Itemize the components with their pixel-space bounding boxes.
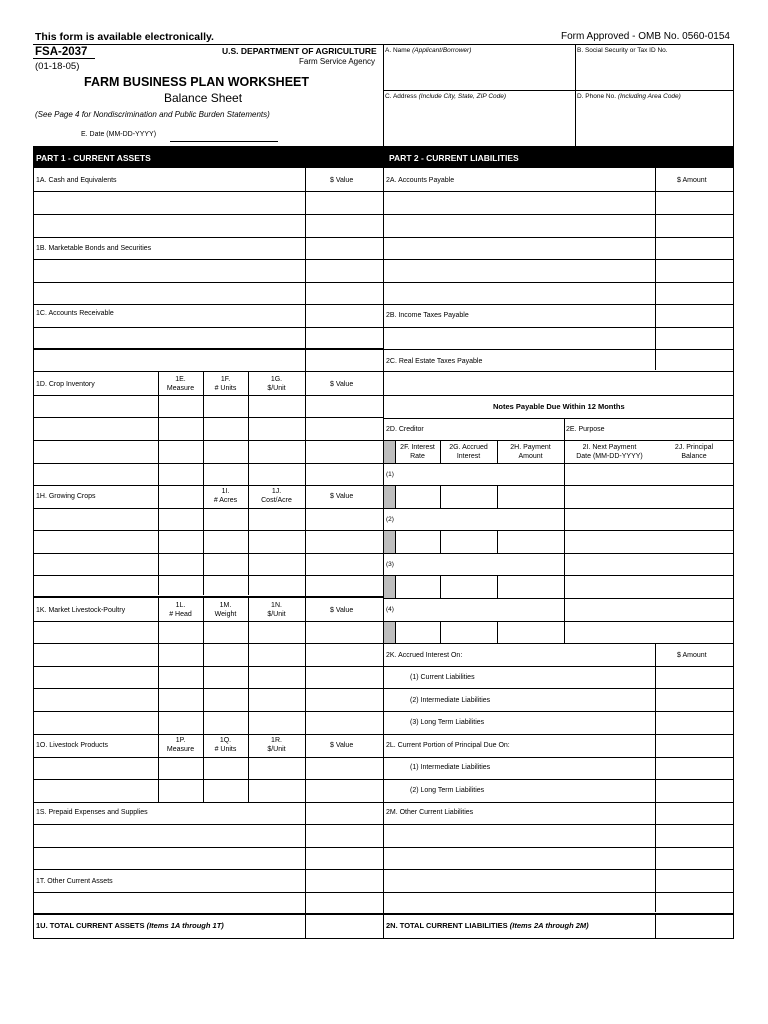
ssn-field[interactable]: [577, 56, 731, 88]
products-label: 1O. Livestock Products: [36, 742, 108, 749]
electronic-notice: This form is available electronically.: [35, 31, 214, 43]
purpose-label: 2E. Purpose: [566, 426, 605, 433]
payment-amount-header: 2H. Payment Amount: [510, 444, 551, 460]
growing-crops-label: 1H. Growing Crops: [36, 493, 96, 500]
cost-1j: 1J. Cost/Acre: [261, 488, 292, 504]
agency-name: U.S. DEPARTMENT OF AGRICULTURE: [222, 46, 377, 56]
livestock-label: 1K. Market Livestock-Poultry: [36, 607, 126, 614]
next-payment-header: 2I. Next Payment Date (MM-DD-YYYY): [576, 444, 643, 460]
accrued-amount-header: $ Amount: [677, 652, 707, 659]
address-field[interactable]: [385, 102, 573, 144]
form-subtitle: Balance Sheet: [164, 91, 243, 105]
principal-balance-header: 2J. Principal Balance: [674, 444, 714, 460]
crop-value-header: $ Value: [330, 381, 354, 388]
amount-col-header: $ Amount: [677, 177, 707, 184]
units-1f: 1F. # Units: [214, 376, 237, 392]
unit-price-1n: 1N. $/Unit: [267, 602, 286, 618]
form-title: FARM BUSINESS PLAN WORKSHEET: [84, 75, 310, 89]
real-estate-tax-label: 2C. Real Estate Taxes Payable: [386, 358, 483, 365]
shaded-cell: [384, 486, 395, 508]
part1-header: PART 1 - CURRENT ASSETS: [36, 153, 151, 163]
date-label: E. Date (MM-DD-YYYY): [81, 131, 157, 138]
total-liabilities-label: 2N. TOTAL CURRENT LIABILITIES (Items 2A through 2M): [386, 921, 589, 930]
income-tax-label: 2B. Income Taxes Payable: [386, 312, 469, 319]
part2-header: PART 2 - CURRENT LIABILITIES: [389, 153, 519, 163]
note-row-3: (3): [386, 561, 394, 568]
value-col-header: $ Value: [330, 177, 354, 184]
current-liabilities-label: (1) Current Liabilities: [410, 674, 475, 681]
form-revision-date: (01-18-05): [35, 61, 80, 72]
note-row-1: (1): [386, 471, 394, 478]
bonds-label: 1B. Marketable Bonds and Securities: [36, 245, 152, 252]
total-assets-label: 1U. TOTAL CURRENT ASSETS (Items 1A through 1T): [36, 921, 224, 930]
units-1q: 1Q. # Units: [214, 737, 237, 753]
accounts-payable-label: 2A. Accounts Payable: [386, 177, 455, 184]
interest-rate-header: 2F. Interest Rate: [400, 444, 435, 460]
omb-number: Form Approved - OMB No. 0560-0154: [561, 31, 730, 42]
note-row-4: (4): [386, 606, 394, 613]
shaded-cell: [384, 441, 395, 463]
applicant-name-field[interactable]: [385, 56, 573, 88]
measure-1e: 1E. Measure: [166, 376, 195, 392]
phone-label: D. Phone No. (Including Area Code): [577, 93, 681, 100]
note-row-2: (2): [386, 516, 394, 523]
form-number: FSA-2037: [35, 46, 88, 58]
shaded-cell: [384, 576, 395, 598]
accrued-interest-header: 2G. Accrued Interest: [449, 444, 488, 460]
notes-payable-header: Notes Payable Due Within 12 Months: [493, 402, 625, 411]
measure-1p: 1P. Measure: [166, 737, 195, 753]
shaded-cell: [384, 622, 395, 643]
statement-note: (See Page 4 for Nondiscrimination and Public Burden Statements): [35, 110, 270, 119]
unit-price-1r: 1R. $/Unit: [267, 737, 286, 753]
accrued-interest-on-label: 2K. Accrued Interest On:: [386, 652, 463, 659]
prepaid-label: 1S. Prepaid Expenses and Supplies: [36, 809, 148, 816]
address-label: C. Address (Include City, State, ZIP Code): [385, 93, 507, 100]
intermediate-liabilities-label: (2) Intermediate Liabilities: [410, 697, 491, 704]
other-assets-label: 1T. Other Current Assets: [36, 878, 113, 885]
ssn-label: B. Social Security or Tax ID No.: [577, 47, 668, 54]
long-term-liabilities-label: (3) Long Term Liabilities: [410, 719, 485, 726]
principal-long-term-label: (2) Long Term Liabilities: [410, 787, 485, 794]
head-1l: 1L. # Head: [169, 602, 192, 618]
livestock-value-header: $ Value: [330, 607, 354, 614]
date-field[interactable]: [172, 130, 278, 141]
unit-price-1g: 1G. $/Unit: [267, 376, 286, 392]
crop-inventory-label: 1D. Crop Inventory: [36, 381, 95, 388]
phone-field[interactable]: [577, 102, 731, 144]
growing-value-header: $ Value: [330, 493, 354, 500]
products-value-header: $ Value: [330, 742, 354, 749]
name-label: A. Name (Applicant/Borrower): [385, 47, 472, 54]
receivable-label: 1C. Accounts Receivable: [36, 310, 114, 317]
other-liabilities-label: 2M. Other Current Liabilities: [386, 809, 474, 816]
cash-label: 1A. Cash and Equivalents: [36, 177, 117, 184]
shaded-cell: [384, 531, 395, 553]
acres-1i: 1I. # Acres: [213, 488, 238, 504]
sub-agency-name: Farm Service Agency: [299, 57, 376, 66]
principal-intermediate-label: (1) Intermediate Liabilities: [410, 764, 491, 771]
weight-1m: 1M. Weight: [214, 602, 237, 618]
principal-due-label: 2L. Current Portion of Principal Due On:: [386, 742, 510, 749]
creditor-label: 2D. Creditor: [386, 426, 424, 433]
